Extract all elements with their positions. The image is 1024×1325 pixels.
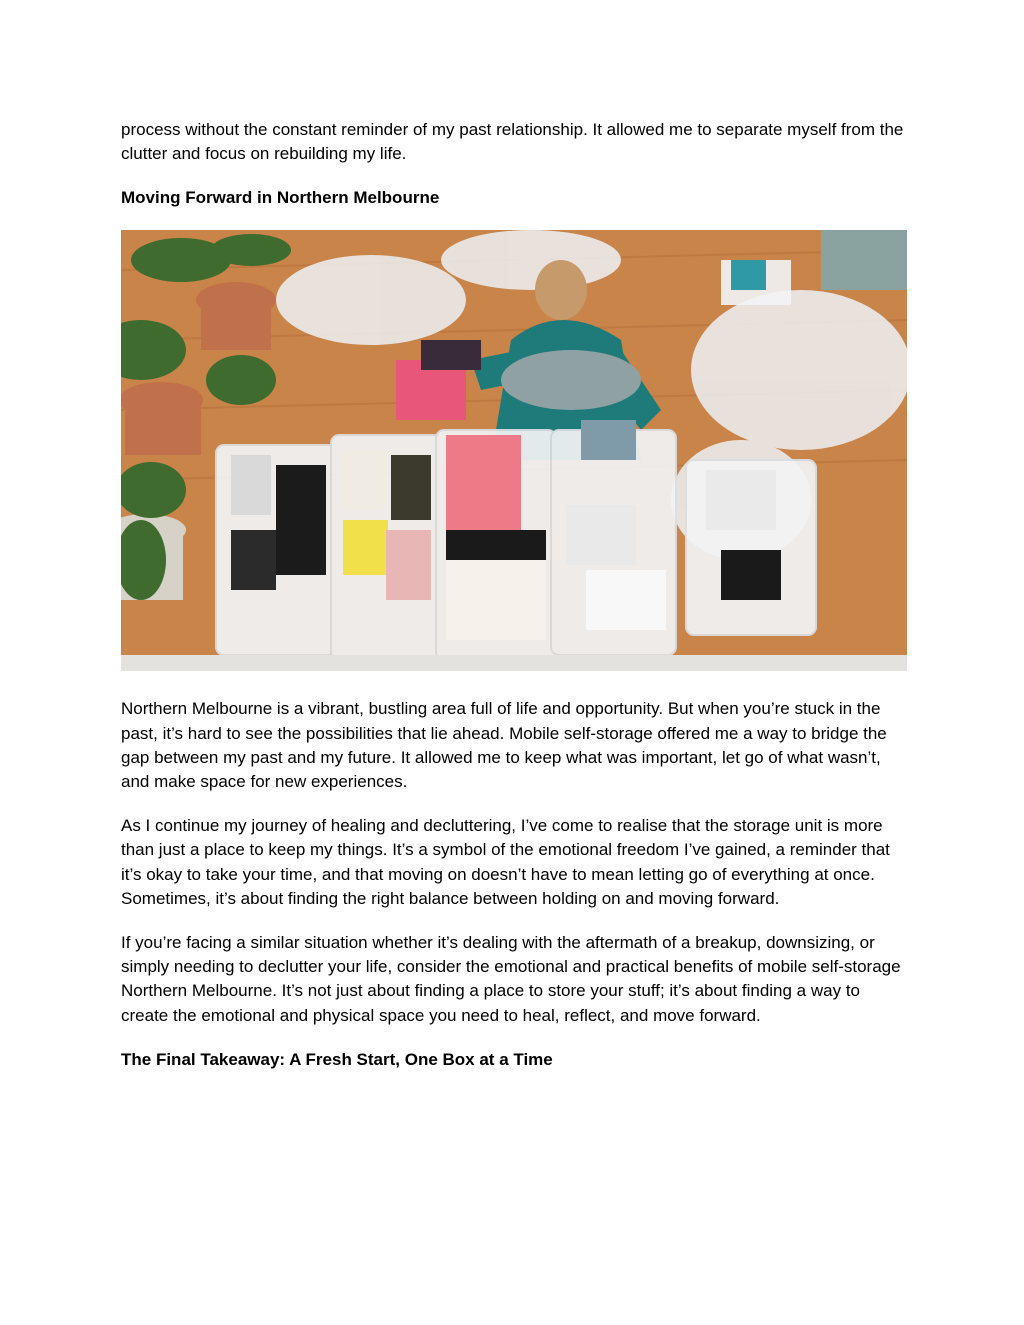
paragraph-3: If you’re facing a similar situation whether it’s dealing with the aftermath of a breakup, downsizing, or simply needing to declutter your life, consider the emotional and practical benefits of mobile self-storage Northern Melbourne. It’s not just about finding a place to store your stuff; it’s about finding a way to create the emotional and physical space you need to heal, reflect, and move forward.	[121, 933, 901, 1025]
section-heading-northern-melbourne: Moving Forward in Northern Melbourne	[121, 188, 440, 208]
photo-decluttering-clothes	[121, 230, 907, 671]
document-page	[121, 118, 907, 1092]
paragraph-2: As I continue my journey of healing and decluttering, I’ve come to realise that the storage unit is more than just a place to keep my things. It’s a symbol of the emotional freedom I’ve gained, a reminder that it’s okay to take your time, and that moving on doesn’t have to mean letting go of everything at once. Sometimes, it’s about finding the right balance between holding on and moving forward.	[121, 816, 890, 908]
paragraph-1: Northern Melbourne is a vibrant, bustling area full of life and opportunity. But when you’re stuck in the past, it’s hard to see the possibilities that lie ahead. Mobile self-storage offered me a way to bridge the gap between my past and my future. It allowed me to keep what was important, let go of what wasn’t, and make space for new experiences.	[121, 699, 887, 792]
section-heading-final-takeaway: The Final Takeaway: A Fresh Start, One Box at a Time	[121, 1049, 553, 1069]
intro-paragraph: process without the constant reminder of my past relationship. It allowed me to separate myself from the clutter and focus on rebuilding my life.	[121, 120, 904, 164]
